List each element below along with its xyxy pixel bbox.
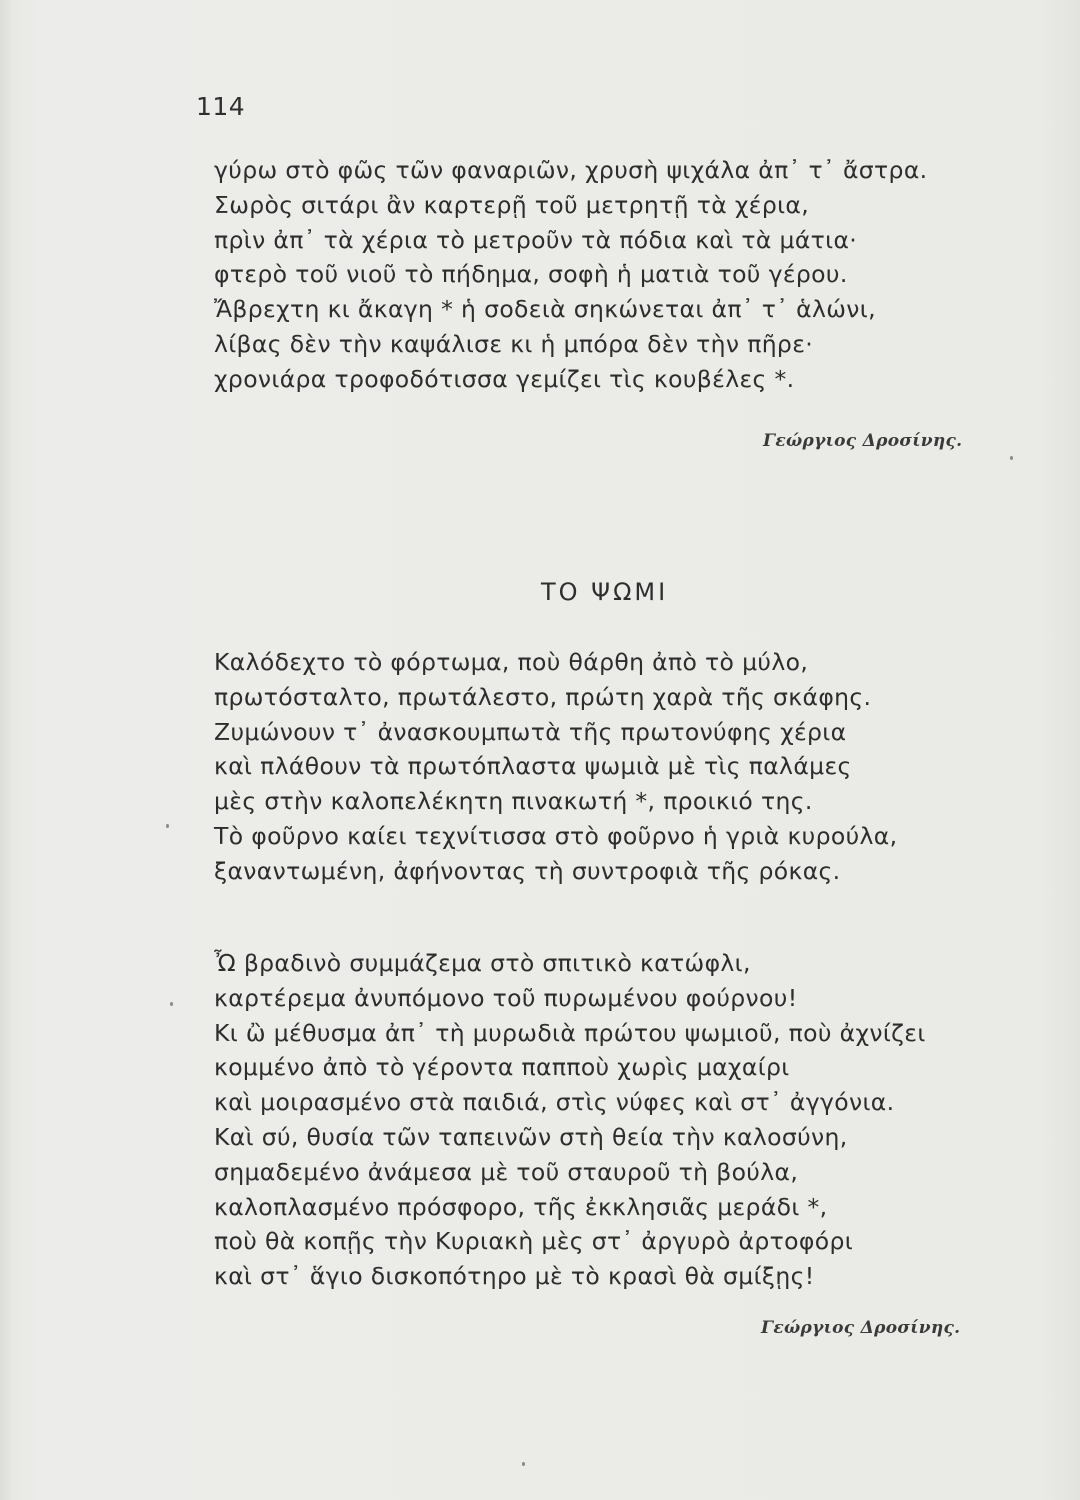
- poem-line: φτερὸ τοῦ νιοῦ τὸ πήδημα, σοφὴ ἡ ματιὰ τοῦ γέρου.: [214, 260, 848, 289]
- paper-speck: [166, 824, 169, 828]
- page-number: 114: [196, 92, 246, 121]
- poem-line: γύρω στὸ φῶς τῶν φαναριῶν, χρυσὴ ψιχάλα ἀπ᾿ τ᾿ ἄστρα.: [214, 156, 928, 184]
- poem-1-signature: Γεώργιος Δροσίνης.: [763, 431, 963, 451]
- poem-line: λίβας δὲν τὴν καψάλισε κι ἡ μπόρα δὲν τὴν πῆρε·: [214, 329, 814, 358]
- poem-line: σημαδεμένο ἀνάμεσα μὲ τοῦ σταυροῦ τὴ βούλα,: [214, 1157, 799, 1186]
- poem-line: Σωρὸς σιτάρι ἂν καρτερῇ τοῦ μετρητῇ τὰ χέρια,: [214, 190, 810, 219]
- poem-2-signature: Γεώργιος Δροσίνης.: [761, 1318, 961, 1338]
- poem-line: πρὶν ἀπ᾿ τὰ χέρια τὸ μετροῦν τὰ πόδια καὶ τὰ μάτια·: [214, 225, 858, 254]
- poem-2-title: ΤΟ ΨΩΜΙ: [541, 578, 669, 606]
- poem-line: καὶ στ᾿ ἅγιο δισκοπότηρο μὲ τὸ κρασὶ θὰ σμίξῃς!: [214, 1262, 815, 1291]
- poem-1-stanza: [214, 153, 927, 397]
- poem-line: καρτέρεμα ἀνυπόμονο τοῦ πυρωμένου φούρνου!: [214, 983, 798, 1012]
- paper-speck: [170, 1002, 173, 1006]
- poem-line: χρονιάρα τροφοδότισσα γεμίζει τὶς κουβέλες *.: [214, 364, 795, 393]
- paper-speck: [1010, 456, 1013, 460]
- poem-line: ξαναντωμένη, ἀφήνοντας τὴ συντροφιὰ τῆς ρόκας.: [214, 856, 841, 885]
- poem-line: Ἄβρεχτη κι ἄκαγη * ἡ σοδειὰ σηκώνεται ἀπ᾿ τ᾿ ἁλώνι,: [214, 295, 876, 324]
- poem-2-stanza-1: [214, 645, 897, 889]
- poem-line: Ζυμώνουν τ᾿ ἀνασκουμπωτὰ τῆς πρωτονύφης χέρια: [214, 717, 847, 746]
- poem-line: πρωτόσταλτο, πρωτάλεστο, πρώτη χαρὰ τῆς σκάφης.: [214, 682, 872, 711]
- poem-line: ποὺ θὰ κοπῇς τὴν Κυριακὴ μὲς στ᾿ ἀργυρὸ ἀρτοφόρι: [214, 1227, 854, 1256]
- poem-line: κομμένο ἀπὸ τὸ γέροντα παπποὺ χωρὶς μαχαίρι: [214, 1053, 790, 1082]
- poem-line: καλοπλασμένο πρόσφορο, τῆς ἐκκλησιᾶς μεράδι *,: [214, 1192, 828, 1221]
- poem-line: Κι ὢ μέθυσμα ἀπ᾿ τὴ μυρωδιὰ πρώτου ψωμιοῦ, ποὺ ἀχνίζει: [214, 1018, 926, 1047]
- poem-line: Καὶ σύ, θυσία τῶν ταπεινῶν στὴ θεία τὴν καλοσύνη,: [214, 1122, 848, 1151]
- poem-line: καὶ πλάθουν τὰ πρωτόπλαστα ψωμιὰ μὲ τὶς παλάμες: [214, 752, 852, 781]
- poem-line: Ὦ βραδινὸ συμμάζεμα στὸ σπιτικὸ κατώφλι,: [214, 949, 751, 977]
- paper-speck: [522, 1462, 525, 1466]
- poem-line: μὲς στὴν καλοπελέκητη πινακωτή *, προικιό της.: [214, 787, 813, 816]
- poem-line: καὶ μοιρασμένο στὰ παιδιά, στὶς νύφες καὶ στ᾿ ἀγγόνια.: [214, 1088, 895, 1117]
- poem-line: Καλόδεχτο τὸ φόρτωμα, ποὺ θάρθη ἀπὸ τὸ μύλο,: [214, 648, 809, 676]
- poem-2-stanza-2: [214, 946, 926, 1294]
- poem-line: Τὸ φοῦρνο καίει τεχνίτισσα στὸ φοῦρνο ἡ γριὰ κυρούλα,: [214, 821, 898, 850]
